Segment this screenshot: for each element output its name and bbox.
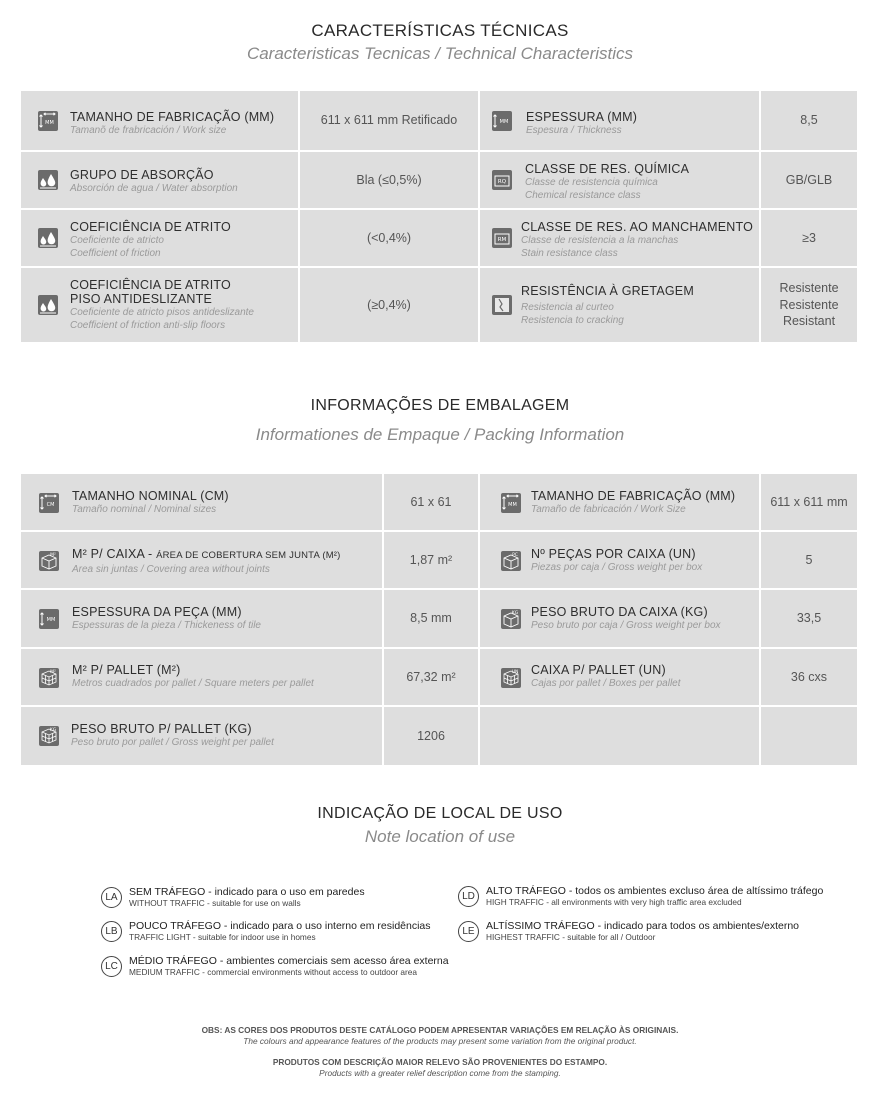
piece-thickness-icon: [39, 609, 59, 629]
pack-value: 67,32 m²: [384, 649, 478, 705]
pack-label: PESO BRUTO DA CAIXA (KG): [531, 605, 708, 619]
svg-text:M²: M²: [50, 670, 56, 675]
tech-value: Resistente Resistente Resistant: [761, 268, 857, 342]
pack-empty-cell: [480, 707, 759, 765]
pack-value: 33,5: [761, 590, 857, 647]
tech-value: (<0,4%): [300, 210, 478, 266]
technical-subtitle: Caracteristicas Tecnicas / Technical Characteristics: [246, 44, 634, 63]
pack-label-cell: [21, 474, 382, 530]
tech-sublabel-en: Coefficient of friction: [70, 248, 161, 259]
svg-text:RQ: RQ: [497, 179, 507, 185]
pack-value: 5: [761, 532, 857, 588]
tech-label: COEFICIÊNCIA DE ATRITO: [70, 278, 231, 292]
usage-subtitle: Note location of use: [364, 827, 516, 846]
pack-label-cell: [21, 649, 382, 705]
pack-label: CAIXA P/ PALLET (UN): [531, 663, 666, 677]
usage-item-lb: LB POUCO TRÁFEGO - indicado para o uso interno em residências TRAFFIC LIGHT - suitable for indoor use in homes: [101, 920, 431, 942]
pack-label: Nº PEÇAS POR CAIXA (UN): [531, 547, 696, 561]
work-size-icon: [501, 493, 521, 513]
chemical-resistance-icon: [492, 170, 512, 190]
nominal-size-icon: [39, 493, 59, 513]
usage-item-lc: LC MÉDIO TRÁFEGO - ambientes comerciais sem acesso área externa MEDIUM TRAFFIC - commercial environments without access to outdoor area: [101, 955, 449, 977]
boxes-per-pallet-icon: [501, 668, 521, 688]
svg-text:UN: UN: [511, 670, 519, 675]
tech-label-cell: [21, 152, 298, 208]
tech-label-cell: [21, 210, 298, 266]
pack-value: 8,5 mm: [384, 590, 478, 647]
tech-label-cell: [21, 91, 298, 150]
usage-badge: LB: [101, 921, 122, 942]
water-drop-icon: [38, 170, 58, 190]
svg-text:RM: RM: [497, 237, 507, 243]
crack-resistance-icon: [492, 295, 512, 315]
svg-text:MM: MM: [46, 617, 56, 623]
pack-label-cell: [480, 532, 759, 588]
pack-label-cell: [21, 590, 382, 647]
technical-table: [21, 91, 857, 342]
tech-sublabel: Tamanõ de frabricación / Work size: [70, 125, 227, 136]
usage-item-ld: LD ALTO TRÁFEGO - todos os ambientes excluso área de altíssimo tráfego HIGH TRAFFIC - all environments with very high traffic area excluded: [458, 885, 823, 907]
box-weight-icon: [501, 609, 521, 629]
svg-text:MM: MM: [508, 502, 517, 508]
packing-subtitle: Informationes de Empaque / Packing Information: [255, 425, 625, 444]
note-colours: OBS: AS CORES DOS PRODUTOS DESTE CATÁLOGO PODEM APRESENTAR VARIAÇÕES EM RELAÇÃO ÀS ORIGINAIS. The colours and appearance features of the products may present some variation from the original product.: [201, 1025, 679, 1046]
usage-badge: LA: [101, 887, 122, 908]
tech-label: RESISTÊNCIA À GRETAGEM: [521, 284, 694, 298]
svg-text:PC: PC: [512, 553, 518, 558]
pack-label: M² P/ CAIXA - ÁREA DE COBERTURA SEM JUNTA (M²): [72, 547, 341, 561]
svg-text:MM: MM: [499, 119, 509, 125]
pack-label: M² P/ PALLET (M²): [72, 663, 181, 677]
pack-sublabel: Peso bruto por caja / Gross weight per box: [531, 620, 721, 631]
usage-item-le: LE ALTÍSSIMO TRÁFEGO - indicado para todos os ambientes/externo HIGHEST TRAFFIC - suitable for all / Outdoor: [458, 920, 799, 942]
tech-label: ESPESSURA (MM): [526, 110, 638, 124]
tech-label: TAMANHO DE FABRICAÇÃO (MM): [70, 110, 275, 124]
pack-sublabel: Piezas por caja / Gross weight per box: [531, 562, 703, 573]
tech-label-cell: [21, 268, 298, 342]
pack-sublabel: Peso bruto por pallet / Gross weight per pallet: [71, 737, 274, 748]
pallet-area-icon: [39, 668, 59, 688]
tech-value: 8,5: [761, 91, 857, 150]
tech-value: 611 x 611 mm Retificado: [300, 91, 478, 150]
pack-label-cell: [21, 707, 382, 765]
tech-label: CLASSE DE RES. QUÍMICA: [525, 162, 690, 176]
tech-label: COEFICIÊNCIA DE ATRITO: [70, 220, 231, 234]
stain-resistance-icon: [492, 228, 512, 248]
pack-sublabel: Metros cuadrados por pallet / Square meters per pallet: [72, 678, 314, 689]
svg-text:M²: M²: [50, 553, 56, 558]
tech-sublabel-en: Chemical resistance class: [525, 190, 641, 201]
tech-sublabel: Classe de resistencia a la manchas: [521, 235, 679, 246]
pack-value: 1,87 m²: [384, 532, 478, 588]
pack-label-cell: [21, 532, 382, 588]
tech-sublabel: Coeficiente de atricto pisos antideslizante: [70, 307, 254, 318]
tech-label-cell: [480, 91, 759, 150]
box-area-icon: [39, 551, 59, 571]
pack-label-cell: [480, 590, 759, 647]
pieces-per-box-icon: [501, 551, 521, 571]
pack-label: TAMANHO DE FABRICAÇÃO (MM): [531, 489, 736, 503]
tech-sublabel: Coeficiente de atricto: [70, 235, 164, 246]
pack-sublabel: Espessuras de la pieza / Thickeness of tile: [72, 620, 261, 631]
tech-label-cell: [480, 268, 759, 342]
size-icon: [38, 111, 58, 131]
note-relief: PRODUTOS COM DESCRIÇÃO MAIOR RELEVO SÃO PROVENIENTES DO ESTAMPO. Products with a greater relief description come from the stamping.: [272, 1057, 608, 1078]
tech-value: ≥3: [761, 210, 857, 266]
friction-icon: [38, 228, 58, 248]
usage-badge: LD: [458, 886, 479, 907]
tech-sublabel: Resistencia al curteo: [521, 302, 614, 313]
pack-value: 61 x 61: [384, 474, 478, 530]
tech-sublabel: Classe de resistencia química: [525, 177, 658, 188]
tech-label: CLASSE DE RES. AO MANCHAMENTO: [521, 220, 754, 234]
thickness-icon: [492, 111, 512, 131]
pack-value: 1206: [384, 707, 478, 765]
usage-title: INDICAÇÃO DE LOCAL DE USO: [317, 805, 563, 822]
pack-empty-cell: [761, 707, 857, 765]
technical-title: CARACTERÍSTICAS TÉCNICAS: [311, 21, 569, 40]
packing-title: INFORMAÇÕES DE EMBALAGEM: [310, 397, 570, 414]
svg-text:KG: KG: [511, 611, 519, 616]
pallet-weight-icon: [39, 726, 59, 746]
pack-sublabel: Tamaño nominal / Nominal sizes: [72, 504, 217, 515]
tech-sublabel: Absorción de agua / Water absorption: [70, 183, 238, 194]
pack-label-cell: [480, 649, 759, 705]
tech-value: (≥0,4%): [300, 268, 478, 342]
tech-sublabel: Espesura / Thickness: [526, 125, 622, 136]
usage-badge: LE: [458, 921, 479, 942]
tech-label-cell: [480, 210, 759, 266]
anti-slip-friction-icon: [38, 295, 58, 315]
pack-label: PESO BRUTO P/ PALLET (KG): [71, 722, 252, 736]
svg-text:CM: CM: [46, 502, 55, 508]
usage-badge: LC: [101, 956, 122, 977]
usage-item-la: LA SEM TRÁFEGO - indicado para o uso em paredes WITHOUT TRAFFIC - suitable for use on walls: [101, 886, 365, 908]
pack-sublabel: Cajas por pallet / Boxes per pallet: [531, 678, 681, 689]
svg-text:KG: KG: [49, 728, 57, 733]
pack-label: TAMANHO NOMINAL (CM): [72, 489, 229, 503]
tech-label-cell: [480, 152, 759, 208]
pack-sublabel: Area sin juntas / Covering area without joints: [72, 564, 270, 575]
pack-value: 611 x 611 mm: [761, 474, 857, 530]
tech-value: Bla (≤0,5%): [300, 152, 478, 208]
packing-table: [21, 474, 857, 765]
pack-sublabel: Tamaño de fabricación / Work Size: [531, 504, 686, 515]
pack-value: 36 cxs: [761, 649, 857, 705]
tech-value: GB/GLB: [761, 152, 857, 208]
tech-sublabel-en: Coefficient of friction anti-slip floors: [70, 320, 226, 331]
svg-text:MM: MM: [45, 120, 54, 126]
pack-label-cell: [480, 474, 759, 530]
tech-label: GRUPO DE ABSORÇÃO: [70, 168, 214, 182]
pack-label: ESPESSURA DA PEÇA (MM): [72, 605, 242, 619]
tech-sublabel-en: Stain resistance class: [521, 248, 618, 259]
tech-sublabel-en: Resistencia to cracking: [521, 315, 624, 326]
tech-label-line2: PISO ANTIDESLIZANTE: [70, 292, 213, 306]
